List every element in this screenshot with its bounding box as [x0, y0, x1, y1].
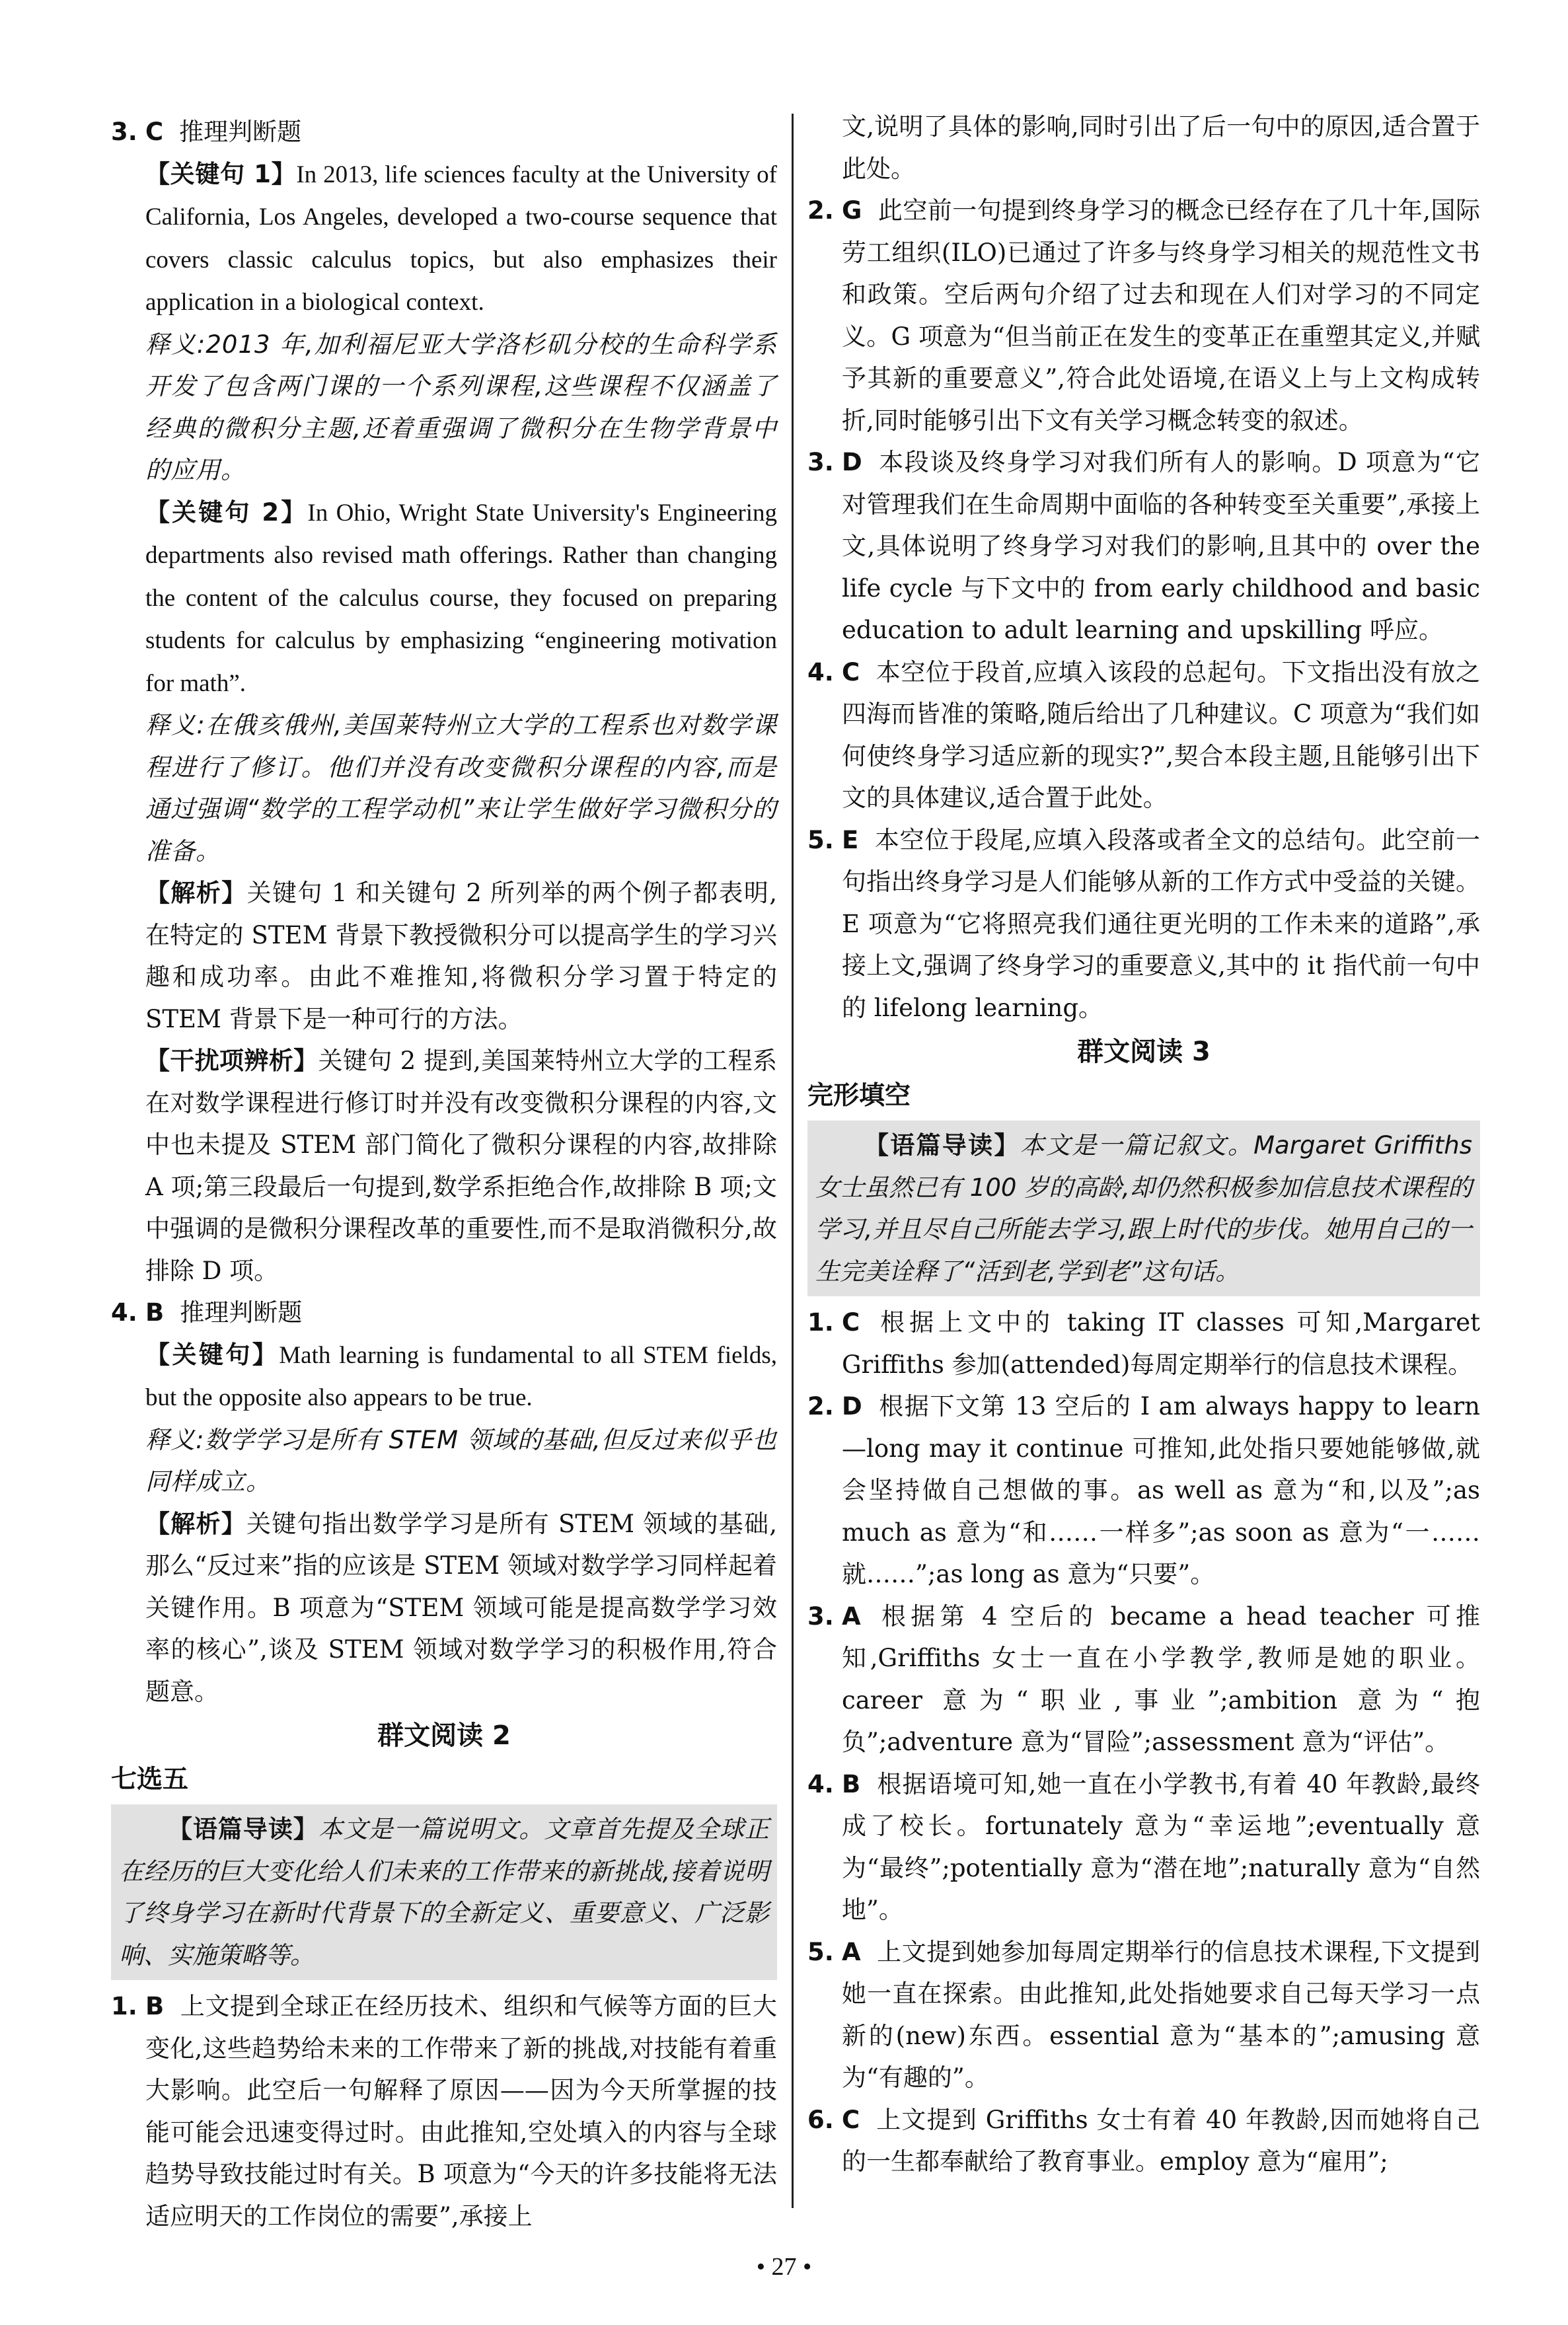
section-title-group-reading-3: 群文阅读 3 — [1077, 1037, 1211, 1067]
analysis-text: 关键句 1 和关键句 2 所列举的两个例子都表明,在特定的 STEM 背景下教授微积分可以提高学生的学习兴趣和成功率。由此不难推知,将微积分学习置于特定的 STEM 背景下是一种可行的方法。 — [145, 879, 778, 1033]
question-number: 6. — [807, 2105, 834, 2134]
answer-letter: D — [842, 1392, 862, 1421]
group2-question-1 — [111, 1985, 777, 2237]
key-sentence-2 — [111, 492, 777, 705]
question-number: 2. — [807, 196, 834, 225]
passage-guide-text: 本文是一篇说明文。文章首先提及全球正在经历的巨大变化给人们未来的工作带来的新挑战,接着说明了终身学习在新时代背景下的全新定义、重要意义、广泛影响、实施策略等。 — [119, 1815, 770, 1970]
analysis — [111, 872, 777, 1040]
section-title-group-reading-2: 群文阅读 2 — [377, 1720, 511, 1751]
group2-question-1-continued: 文,说明了具体的影响,同时引出了后一句中的原因,适合置于此处。 — [842, 112, 1480, 183]
passage-guide-box — [111, 1804, 777, 1980]
analysis-tag: 【解析】 — [145, 1509, 247, 1538]
group2-question-2 — [807, 190, 1480, 441]
explanation-text: 根据第 4 空后的 became a head teacher 可推知,Griffiths 女士一直在小学教学,教师是她的职业。career 意为“职业,事业”;ambition 意为“抱负”;adventure 意为“冒险”;assessment 意为“评估”。 — [842, 1602, 1480, 1756]
group2-question-5 — [807, 819, 1480, 1029]
key-sentence-1-translation: 释义:2013 年,加利福尼亚大学洛杉矶分校的生命科学系开发了包含两门课的一个系列课程,这些课程不仅涵盖了经典的微积分主题,还着重强调了微积分在生物学背景中的应用。 — [145, 330, 777, 484]
question-number: 4. — [807, 657, 834, 686]
question-number: 1. — [111, 1992, 137, 2020]
right-column — [807, 106, 1480, 2183]
answer-letter: A — [842, 1602, 861, 1631]
question-number: 5. — [807, 1937, 834, 1966]
explanation-text: 上文提到全球正在经历技术、组织和气候等方面的巨大变化,这些趋势给未来的工作带来了新的挑战,对技能有着重大影响。此空后一句解释了原因——因为今天所掌握的技能可能会迅速变得过时。由此推知,空处填入的内容与全球趋势导致技能过时有关。B 项意为“今天的许多技能将无法适应明天的工作岗位的需要”,承接上 — [145, 1992, 777, 2231]
question-number: 5. — [807, 825, 834, 854]
key-sentence-tag: 【关键句 2】 — [145, 498, 308, 527]
question-number: 2. — [807, 1392, 834, 1421]
explanation-text: 上文提到 Griffiths 女士有着 40 年教龄,因而她将自己的一生都奉献给了教育事业。employ 意为“雇用”; — [842, 2105, 1480, 2176]
subsection-title: 七选五 — [111, 1764, 189, 1794]
passage-guide-box — [807, 1121, 1480, 1296]
analysis-tag: 【解析】 — [145, 879, 247, 907]
group3-question-2 — [807, 1385, 1480, 1596]
answer-letter: G — [842, 196, 862, 225]
analysis — [111, 1503, 777, 1713]
group3-question-3 — [807, 1596, 1480, 1763]
question-number: 4. — [807, 1769, 834, 1798]
question-4 — [111, 1292, 777, 1334]
subsection-title: 完形填空 — [807, 1080, 911, 1111]
page-number: • 27 • — [756, 2253, 812, 2281]
key-sentence-tag: 【关键句 1】 — [145, 159, 297, 188]
distractor-analysis — [111, 1040, 777, 1292]
answer-letter: B — [145, 1298, 165, 1327]
explanation-text: 上文提到她参加每周定期举行的信息技术课程,下文提到她一直在探索。由此推知,此处指她要求自己每天学习一点新的(new)东西。essential 意为“基本的”;amusing 意为“有趣的”。 — [842, 1937, 1480, 2092]
question-number: 1. — [807, 1308, 834, 1337]
key-sentence-text: In Ohio, Wright State University's Engineering departments also revised math offerings. Rather than changing the content of the calculus course, they focused on preparing students for calculus by emphasizing “engineering motivation for math”. — [145, 499, 777, 697]
answer-letter: E — [842, 825, 859, 854]
answer-letter: B — [145, 1992, 165, 2020]
answer-letter: C — [842, 2105, 860, 2134]
key-sentence-text: Math learning is fundamental to all STEM fields, but the opposite also appears to be true. — [145, 1341, 778, 1411]
question-number: 3. — [807, 448, 834, 476]
passage-guide-tag: 【语篇导读】 — [168, 1815, 318, 1843]
key-sentence-1 — [111, 153, 777, 324]
column-divider — [792, 114, 794, 2208]
question-number: 3. — [111, 118, 137, 146]
left-column — [111, 111, 777, 2237]
group2-question-4 — [807, 651, 1480, 819]
explanation-text: 本段谈及终身学习对我们所有人的影响。D 项意为“它对管理我们在生命周期中面临的各种转变至关重要”,承接上文,具体说明了终身学习对我们的影响,且其中的 over the life cycle 与下文中的 from early childhood and basic education to adult learning and upskilling 呼应。 — [842, 448, 1480, 644]
group2-question-3 — [807, 441, 1480, 651]
group3-question-4 — [807, 1763, 1480, 1931]
answer-letter: D — [842, 448, 862, 476]
key-sentence-2-translation: 释义:在俄亥俄州,美国莱特州立大学的工程系也对数学课程进行了修订。他们并没有改变微积分课程的内容,而是通过强调“数学的工程学动机”来让学生做好学习微积分的准备。 — [145, 711, 777, 866]
passage-guide-text: 本文是一篇记叙文。Margaret Griffiths 女士虽然已有 100 岁的高龄,却仍然积极参加信息技术课程的学习,并且尽自己所能去学习,跟上时代的步伐。她用自己的一生完美诠释了“活到老,学到老”这句话。 — [815, 1131, 1473, 1286]
key-sentence-text: In 2013, life sciences faculty at the University of California, Los Angeles, developed a two-course sequence that covers classic calculus topics, but also emphasizes their application in a biological context. — [145, 161, 777, 316]
explanation-text: 根据下文第 13 空后的 I am always happy to learn—long may it continue 可推知,此处指只要她能够做,就会坚持做自己想做的事。as well as 意为“和,以及”;as much as 意为“和……一样多”;as soon as 意为“一……就……”;as long as 意为“只要”。 — [842, 1392, 1480, 1588]
answer-letter: C — [842, 1308, 860, 1337]
question-type: 推理判断题 — [180, 1298, 303, 1327]
question-type: 推理判断题 — [179, 118, 302, 146]
analysis-text: 关键句指出数学学习是所有 STEM 领域的基础,那么“反过来”指的应该是 STEM 领域对数学学习同样起着关键作用。B 项意为“STEM 领域可能是提高数学学习效率的核心”,谈及 STEM 领域对数学学习的积极作用,符合题意。 — [145, 1509, 778, 1706]
explanation-text: 本空位于段尾,应填入段落或者全文的总结句。此空前一句指出终身学习是人们能够从新的工作方式中受益的关键。E 项意为“它将照亮我们通往更光明的工作未来的道路”,承接上文,强调了终身学习的重要意义,其中的 it 指代前一句中的 lifelong learning。 — [842, 825, 1480, 1022]
answer-letter: A — [842, 1937, 861, 1966]
group3-question-6 — [807, 2099, 1480, 2183]
passage-guide-tag: 【语篇导读】 — [864, 1131, 1020, 1160]
key-sentence — [111, 1334, 777, 1419]
question-number: 4. — [111, 1298, 137, 1327]
answer-letter: C — [842, 657, 860, 686]
question-number: 3. — [807, 1602, 834, 1631]
answer-letter: B — [842, 1769, 861, 1798]
group3-question-5 — [807, 1931, 1480, 2099]
key-sentence-tag: 【关键句】 — [145, 1340, 280, 1369]
answer-letter: C — [145, 118, 164, 146]
explanation-text: 根据语境可知,她一直在小学教书,有着 40 年教龄,最终成了校长。fortunately 意为“幸运地”;eventually 意为“最终”;potentially 意为“潜在地”;naturally 意为“自然地”。 — [842, 1769, 1480, 1924]
distractor-text: 关键句 2 提到,美国莱特州立大学的工程系在对数学课程进行修订时并没有改变微积分课程的内容,文中也未提及 STEM 部门简化了微积分课程的内容,故排除 A 项;第三段最后一句提到,数学系拒绝合作,故排除 B 项;文中强调的是微积分课程改革的重要性,而不是取消微积分,故排除 D 项。 — [145, 1047, 778, 1285]
group3-question-1 — [807, 1302, 1480, 1385]
key-sentence-translation: 释义:数学学习是所有 STEM 领域的基础,但反过来似乎也同样成立。 — [145, 1425, 777, 1496]
distractor-tag: 【干扰项辨析】 — [145, 1047, 318, 1075]
question-3 — [111, 111, 777, 153]
explanation-text: 根据上文中的 taking IT classes 可知,Margaret Griffiths 参加(attended)每周定期举行的信息技术课程。 — [842, 1308, 1480, 1379]
explanation-text: 本空位于段首,应填入该段的总起句。下文指出没有放之四海而皆准的策略,随后给出了几种建议。C 项意为“我们如何使终身学习适应新的现实?”,契合本段主题,且能够引出下文的具体建议,适合置于此处。 — [842, 657, 1480, 812]
explanation-text: 此空前一句提到终身学习的概念已经存在了几十年,国际劳工组织(ILO)已通过了许多与终身学习相关的规范性文书和政策。空后两句介绍了过去和现在人们对学习的不同定义。G 项意为“但当前正在发生的变革正在重塑其定义,并赋予其新的重要意义”,符合此处语境,在语义上与上文构成转折,同时能够引出下文有关学习概念转变的叙述。 — [842, 196, 1480, 435]
